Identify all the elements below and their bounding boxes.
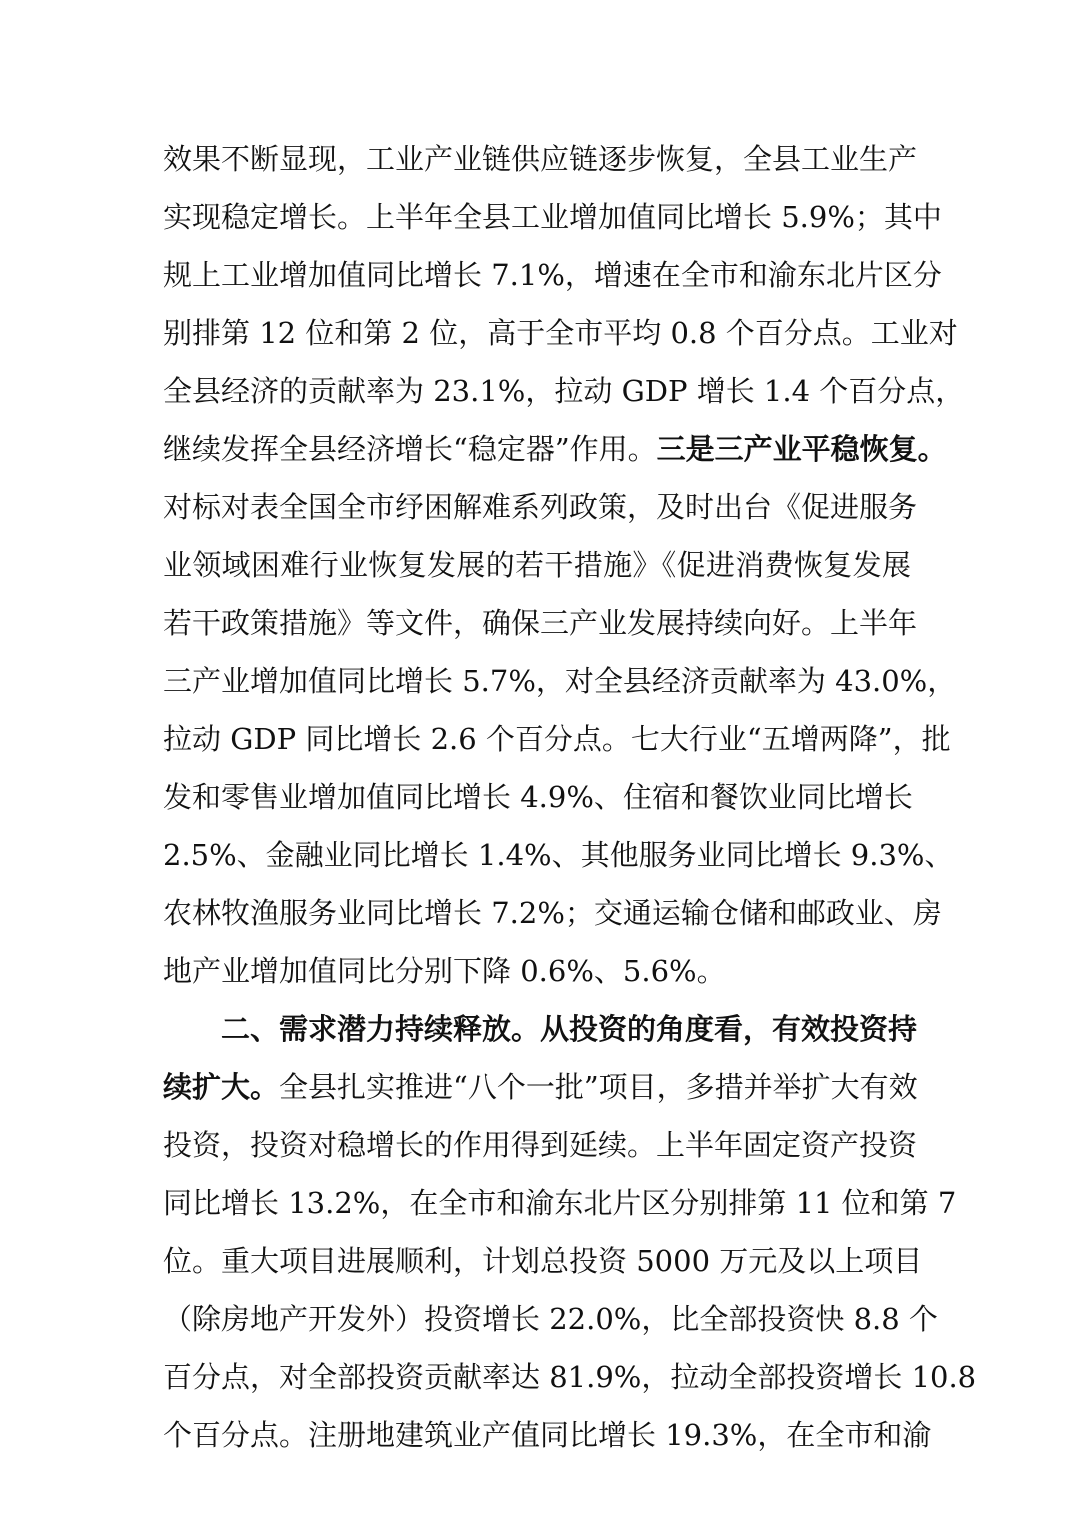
text-run: 全县经济的贡献率为 23.1%，拉动 GDP 增长 1.4 个百分点， [163,374,965,408]
text-line [163,1116,918,1174]
bold-heading-run: 续扩大。 [163,1070,280,1104]
text-line [163,188,942,246]
text-line [163,130,918,188]
text-run: 百分点，对全部投资贡献率达 81.9%，拉动全部投资增长 10.8 [163,1360,977,1394]
text-line [163,594,918,652]
text-run: 业领域困难行业恢复发展的若干措施》《促进消费恢复发展 [163,548,911,582]
text-line [163,884,942,942]
text-run: 实现稳定增长。上半年全县工业增加值同比增长 5.9%；其中 [163,200,942,234]
text-run: 若干政策措施》等文件，确保三产业发展持续向好。上半年 [163,606,918,640]
text-line [163,1290,938,1348]
text-line [163,710,951,768]
text-line [163,536,911,594]
text-line [163,768,911,826]
text-run: 全县扎实推进“八个一批”项目，多措并举扩大有效 [279,1070,918,1104]
text-line [163,1232,923,1290]
text-line [163,304,958,362]
text-run: 位。重大项目进展顺利，计划总投资 5000 万元及以上项目 [163,1244,923,1278]
text-line [163,362,965,420]
text-run: 继续发挥全县经济增长“稳定器”作用。 [163,432,657,466]
text-line [163,478,918,536]
text-run: 效果不断显现，工业产业链供应链逐步恢复，全县工业生产 [163,142,918,176]
text-run: 发和零售业增加值同比增长 4.9%、住宿和餐饮业同比增长 [163,780,913,814]
text-line [163,826,954,884]
text-run: 三产业增加值同比增长 5.7%，对全县经济贡献率为 43.0%， [163,664,957,698]
text-run: 2.5%、金融业同比增长 1.4%、其他服务业同比增长 9.3%、 [163,838,954,872]
text-run: 农林牧渔服务业同比增长 7.2%；交通运输仓储和邮政业、房 [163,896,942,930]
bold-heading-run: 二、需求潜力持续释放。从投资的角度看，有效投资持 [221,1012,918,1046]
text-line [163,652,957,710]
bold-heading-run: 三是三产业平稳恢复。 [656,432,947,466]
text-line [163,1348,977,1406]
text-run: 同比增长 13.2%，在全市和渝东北片区分别排第 11 位和第 7 [163,1186,957,1220]
text-run: 个百分点。注册地建筑业产值同比增长 19.3%，在全市和渝 [163,1418,932,1452]
text-run: （除房地产开发外）投资增长 22.0%，比全部投资快 8.8 个 [163,1302,938,1336]
text-run: 投资，投资对稳增长的作用得到延续。上半年固定资产投资 [163,1128,918,1162]
text-line [163,1174,957,1232]
text-run: 拉动 GDP 同比增长 2.6 个百分点。七大行业“五增两降”，批 [163,722,951,756]
section-heading-line [221,1000,918,1058]
text-run: 别排第 12 位和第 2 位，高于全市平均 0.8 个百分点。工业对 [163,316,958,350]
text-line [163,246,942,304]
text-run: 对标对表全国全市纾困解难系列政策，及时出台《促进服务 [163,490,918,524]
text-run: 地产业增加值同比分别下降 0.6%、5.6%。 [163,954,726,988]
text-line [163,420,947,478]
text-line [163,1406,932,1464]
text-run: 规上工业增加值同比增长 7.1%，增速在全市和渝东北片区分 [163,258,942,292]
text-line [163,1058,918,1116]
text-line [163,942,911,1000]
